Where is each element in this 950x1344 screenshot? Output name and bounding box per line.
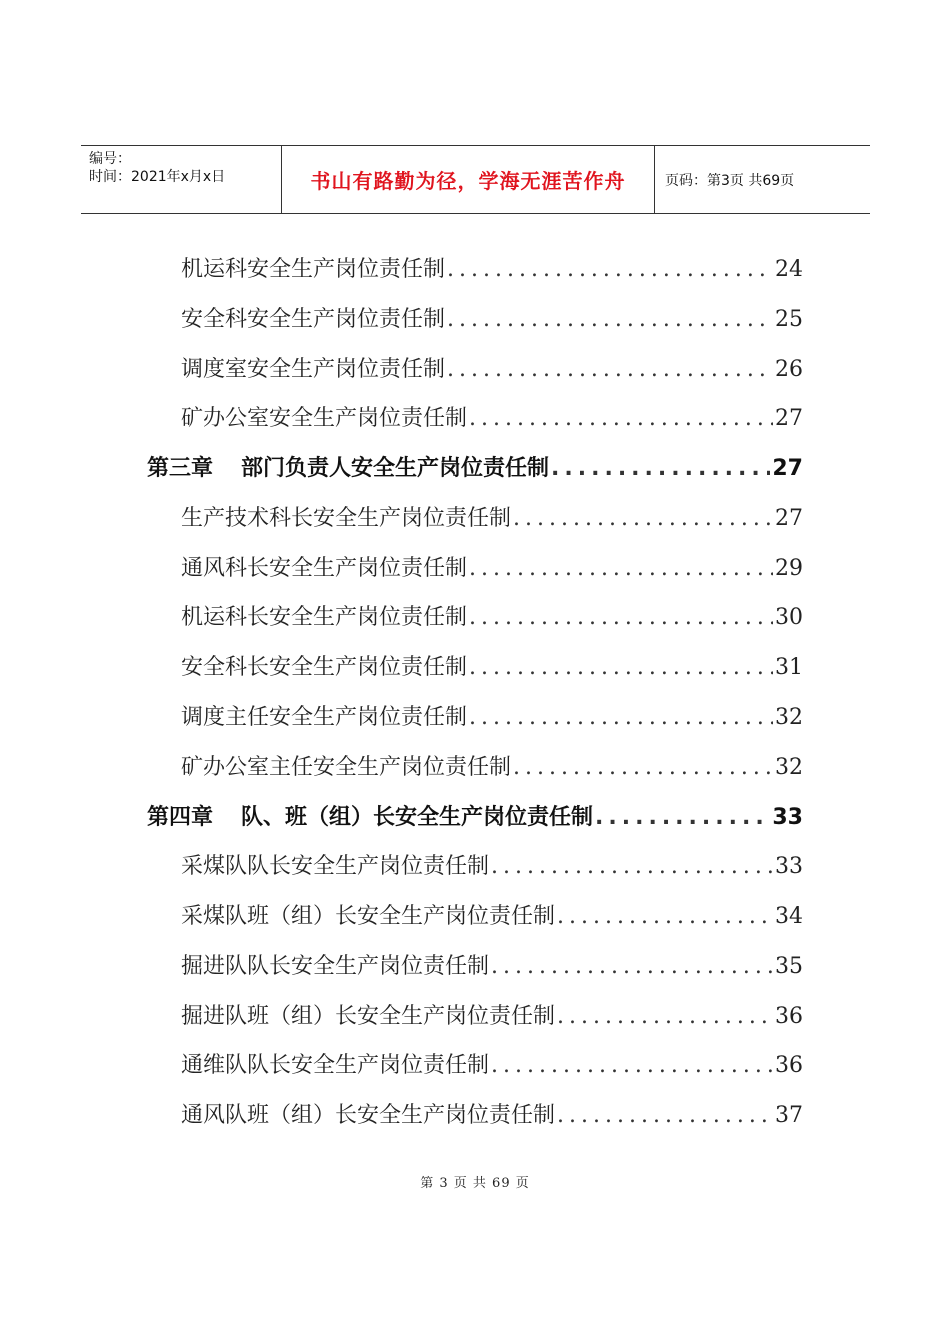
- toc-leader-dots: [447, 357, 773, 382]
- toc-leader-dots: [491, 954, 773, 979]
- toc-entry-title: 通维队队长安全生产岗位责任制: [181, 1053, 490, 1078]
- toc-entry[interactable]: [181, 1048, 803, 1080]
- toc-entry-page: 32: [775, 705, 803, 730]
- toc-entry-page: 35: [775, 954, 803, 979]
- toc-entry[interactable]: [181, 551, 803, 583]
- toc-entry-page: 33: [775, 854, 803, 879]
- toc-entry-title: 掘进队班（组）长安全生产岗位责任制: [181, 1004, 556, 1029]
- page-footer: 第 3 页 共 69 页: [420, 1176, 530, 1191]
- toc-entry[interactable]: [181, 352, 803, 384]
- toc-chapter-title: [147, 800, 593, 831]
- page-header: [81, 145, 870, 214]
- toc-chapter-heading: 队、班（组）长安全生产岗位责任制: [241, 805, 594, 830]
- toc-entry[interactable]: [181, 999, 803, 1031]
- toc-entry-page: 37: [775, 1103, 803, 1128]
- header-meta: [81, 146, 281, 213]
- toc-entry-page: 25: [775, 307, 803, 332]
- toc-entry-title: 调度主任安全生产岗位责任制: [181, 705, 468, 730]
- toc-entry-title: 机运科长安全生产岗位责任制: [181, 605, 468, 630]
- toc-leader-dots: [447, 307, 773, 332]
- toc-leader-dots: [491, 854, 773, 879]
- toc-entry-page: 36: [775, 1004, 803, 1029]
- document-date: 时间：2021年x月x日: [89, 169, 226, 185]
- toc-chapter-heading: 部门负责人安全生产岗位责任制: [241, 456, 550, 481]
- toc-entry-page: 27: [775, 406, 803, 431]
- toc-chapter-number: 第四章: [147, 805, 214, 830]
- toc-entry-page: 30: [775, 605, 803, 630]
- document-number-label: 编号：: [89, 151, 131, 167]
- toc-leader-dots: [469, 556, 773, 581]
- toc-entry[interactable]: [181, 302, 803, 334]
- toc-chapter-title: [147, 451, 549, 482]
- toc-entry-page: 27: [775, 506, 803, 531]
- toc-leader-dots: [557, 904, 773, 929]
- toc-leader-dots: [557, 1004, 773, 1029]
- toc-leader-dots: [469, 406, 773, 431]
- toc-leader-dots: [469, 705, 773, 730]
- toc-chapter-entry[interactable]: [147, 451, 803, 483]
- toc-entry[interactable]: [181, 1098, 803, 1130]
- toc-entry-title: 安全科长安全生产岗位责任制: [181, 655, 468, 680]
- toc-chapter-number: 第三章: [147, 456, 214, 481]
- toc-entry-page: 24: [775, 257, 803, 282]
- toc-entry-title: 调度室安全生产岗位责任制: [181, 357, 446, 382]
- toc-entry-page: 31: [775, 655, 803, 680]
- toc-leader-dots: [595, 805, 770, 830]
- toc-leader-dots: [447, 257, 773, 282]
- toc-entry-page: 33: [772, 805, 803, 830]
- toc-entry-page: 29: [775, 556, 803, 581]
- toc-entry[interactable]: [181, 700, 803, 732]
- toc-entry-title: 矿办公室主任安全生产岗位责任制: [181, 755, 512, 780]
- toc-entry-title: 生产技术科长安全生产岗位责任制: [181, 506, 512, 531]
- toc-leader-dots: [551, 456, 770, 481]
- header-page-info: [655, 146, 870, 213]
- toc-chapter-entry[interactable]: [147, 800, 803, 832]
- toc-entry-page: 26: [775, 357, 803, 382]
- toc-entry-title: 采煤队队长安全生产岗位责任制: [181, 854, 490, 879]
- toc-leader-dots: [491, 1053, 773, 1078]
- toc-entry[interactable]: [181, 750, 803, 782]
- header-slogan: 书山有路勤为径，学海无涯苦作舟: [310, 169, 626, 193]
- toc-entry[interactable]: [181, 501, 803, 533]
- toc-leader-dots: [469, 655, 773, 680]
- toc-entry[interactable]: [181, 401, 803, 433]
- toc-entry[interactable]: [181, 252, 803, 284]
- toc-entry-page: 27: [772, 456, 803, 481]
- toc-entry-page: 32: [775, 755, 803, 780]
- toc-entry[interactable]: [181, 650, 803, 682]
- toc-entry[interactable]: [181, 899, 803, 931]
- toc-entry[interactable]: [181, 849, 803, 881]
- toc-entry-title: 采煤队班（组）长安全生产岗位责任制: [181, 904, 556, 929]
- toc-leader-dots: [469, 605, 773, 630]
- toc-entry-title: 通风队班（组）长安全生产岗位责任制: [181, 1103, 556, 1128]
- toc-entry-page: 36: [775, 1053, 803, 1078]
- toc-entry-title: 矿办公室安全生产岗位责任制: [181, 406, 468, 431]
- toc-entry-title: 掘进队队长安全生产岗位责任制: [181, 954, 490, 979]
- toc-entry[interactable]: [181, 949, 803, 981]
- toc-entry-title: 安全科安全生产岗位责任制: [181, 307, 446, 332]
- toc-entry[interactable]: [181, 600, 803, 632]
- header-slogan-cell: [281, 146, 655, 213]
- toc-entry-title: 机运科安全生产岗位责任制: [181, 257, 446, 282]
- header-page-number: 页码：第3页 共69页: [665, 172, 795, 189]
- toc-entry-title: 通风科长安全生产岗位责任制: [181, 556, 468, 581]
- toc-leader-dots: [513, 506, 773, 531]
- toc-leader-dots: [513, 755, 773, 780]
- toc-entry-page: 34: [775, 904, 803, 929]
- toc-leader-dots: [557, 1103, 773, 1128]
